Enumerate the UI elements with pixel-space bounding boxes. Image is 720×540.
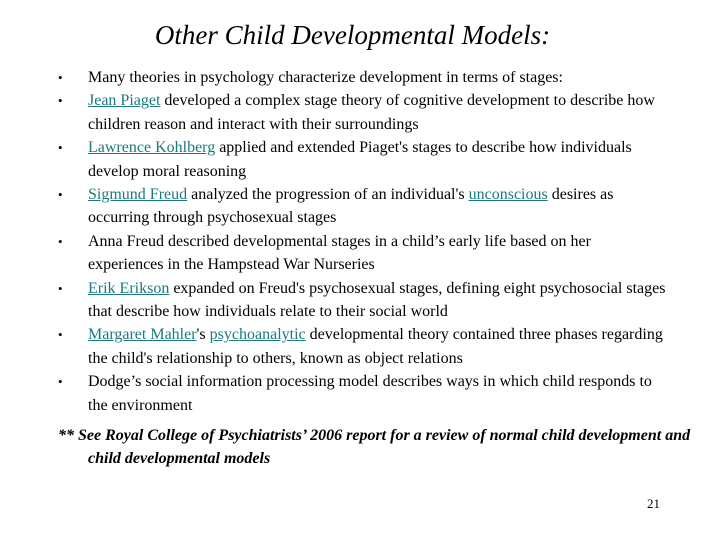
bullet-dot: • [58,280,63,296]
link-unconscious[interactable]: unconscious [468,186,548,204]
bullet-list [58,66,668,417]
bullet-dot: • [58,327,63,343]
link-psychoanalytic[interactable]: psychoanalytic [209,326,306,344]
bullet-dot: • [58,374,63,390]
bullet-text: developmental theory contained three phases regarding the child's relationship to others, known as object relations [88,326,663,367]
bullet-text: applied and extended Piaget's stages to describe how individuals develop moral reasoning [88,139,632,180]
bullet-text: expanded on Freud's psychosexual stages, defining eight psychosocial stages that describe how individuals relate to their social world [88,279,666,321]
bullet-text: desires as occurring through psychosexual stages [88,186,614,227]
bullet-dot: • [58,70,63,85]
bullet-dot: • [58,233,63,249]
bullet-item [58,370,668,417]
bullet-text: 's [196,326,210,344]
bullet-item [58,66,668,89]
bullet-item [58,183,668,230]
link-jean-piaget[interactable]: Jean Piaget [88,92,161,110]
footnote: ** See Royal College of Psychiatrists’ 2006 report for a review of normal child development and child developmental models [58,427,691,468]
bullet-text: Anna Freud described developmental stages in a child’s early life based on her experiences in the Hampstead War Nurseries [88,232,591,274]
link-sigmund-freud[interactable]: Sigmund Freud [88,186,188,204]
bullet-item [58,136,668,183]
bullet-item [58,323,668,370]
slide-title: Other Child Developmental Models: [154,20,551,50]
bullet-item [58,89,668,136]
bullet-dot: • [58,93,63,109]
bullet-dot: • [58,140,63,156]
bullet-dot: • [58,187,63,203]
page-number: 21 [647,496,660,511]
bullet-text: Many theories in psychology characterize development in terms of stages: [88,69,563,86]
bullet-item [58,277,668,324]
bullet-text: analyzed the progression of an individual's [187,186,469,204]
bullet-text: developed a complex stage theory of cognitive development to describe how children reason and interact with their surroundings [88,92,655,133]
link-lawrence-kohlberg[interactable]: Lawrence Kohlberg [88,139,216,157]
bullet-item [58,230,668,277]
bullet-text: Dodge’s social information processing model describes ways in which child responds to the environment [88,373,652,414]
link-erik-erikson[interactable]: Erik Erikson [88,279,170,297]
link-margaret-mahler[interactable]: Margaret Mahler [88,326,197,344]
